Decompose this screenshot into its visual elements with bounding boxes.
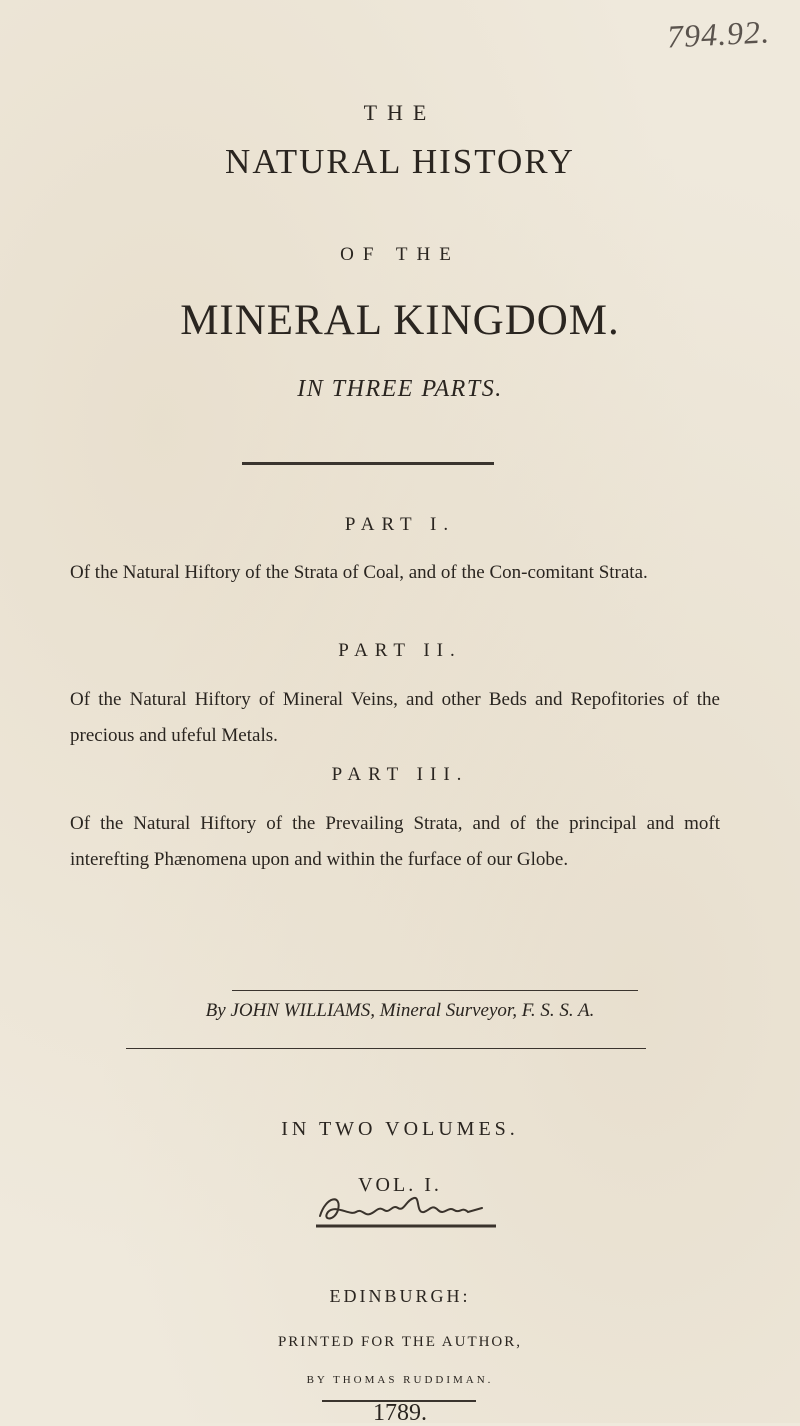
- imprint-city: EDINBURGH:: [329, 1286, 471, 1306]
- imprint-printer: BY THOMAS RUDDIMAN.: [306, 1374, 494, 1386]
- byline-rule-bottom: [126, 1048, 646, 1049]
- subtitle: IN THREE PARTS.: [297, 376, 503, 402]
- part-1-description: Of the Natural Hiftory of the Strata of Coal, and of the Con-comitant Strata.: [70, 562, 648, 583]
- part-3-description: Of the Natural Hiftory of the Prevailing Strata, and of the principal and moft interefting Phænomena upon and within the furface of our Globe.: [70, 813, 720, 870]
- title-of-the: OF THE: [340, 244, 460, 265]
- title-line-1: NATURAL HISTORY: [225, 142, 575, 181]
- imprint-printed-for: PRINTED FOR THE AUTHOR,: [277, 1334, 523, 1350]
- author-byline: By JOHN WILLIAMS, Mineral Surveyor, F. S. S. A.: [205, 1000, 595, 1021]
- imprint-year: 1789.: [373, 1400, 427, 1426]
- divider-rule: [242, 462, 494, 465]
- part-3-heading: PART III.: [331, 764, 469, 785]
- part-2-description: Of the Natural Hiftory of Mineral Veins, and other Beds and Repofitories of the precious and ufeful Metals.: [70, 689, 720, 746]
- part-2-heading: PART II.: [338, 640, 462, 661]
- byline-rule-top: [232, 990, 638, 991]
- volume-number: VOL. I.: [358, 1174, 442, 1196]
- part-1-heading: PART I.: [344, 514, 456, 535]
- shelfmark-handwriting: 794.92.: [666, 13, 771, 55]
- volumes-count: IN TWO VOLUMES.: [281, 1118, 519, 1140]
- title-line-2: MINERAL KINGDOM.: [180, 297, 620, 344]
- ownership-signature: [312, 1186, 502, 1238]
- title-the: THE: [363, 100, 437, 125]
